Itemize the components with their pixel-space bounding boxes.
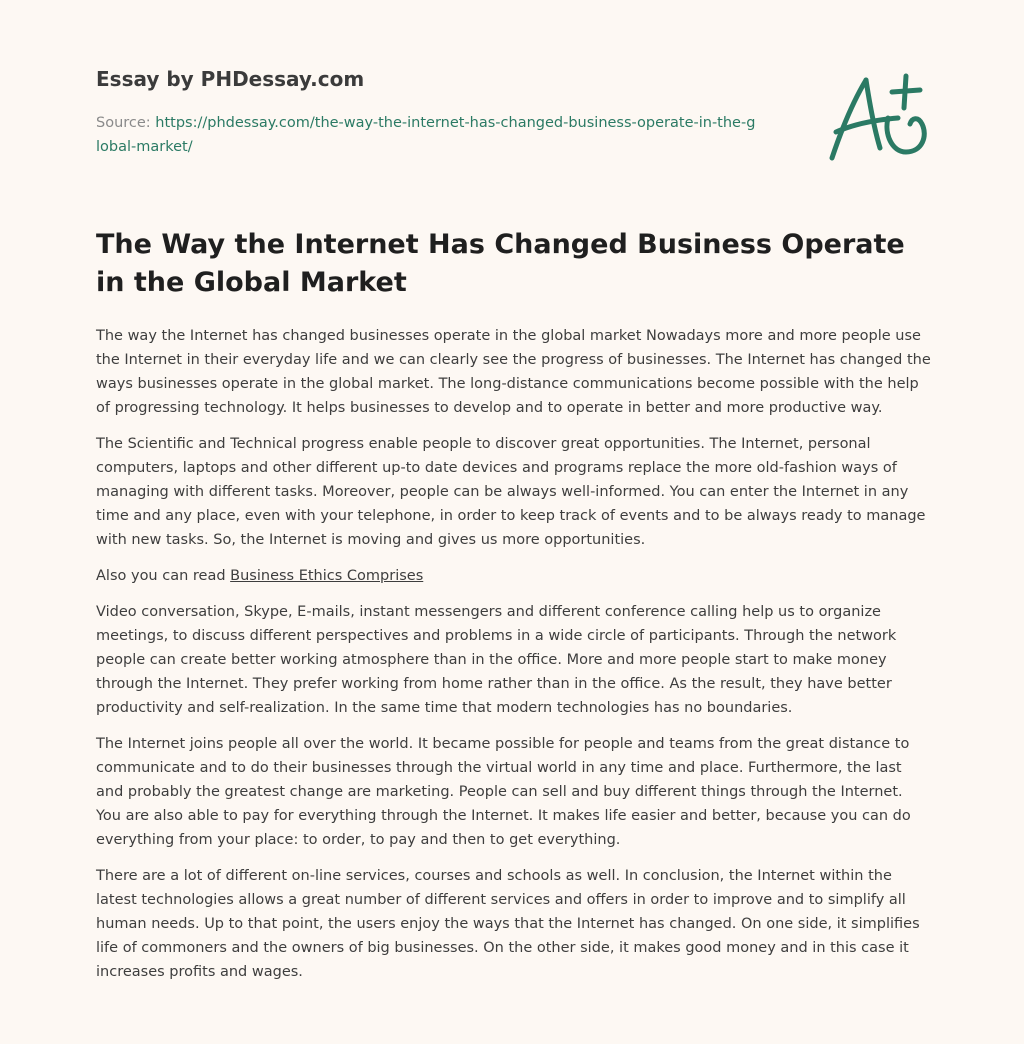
also-read-link[interactable]: Business Ethics Comprises: [230, 568, 424, 584]
also-read-line: [96, 564, 932, 588]
article-paragraph: The way the Internet has changed businesses operate in the global market Nowadays more and more people use the Internet in their everyday life and we can clearly see the progress of businesses. The Internet has changed the ways businesses operate in the global market. The long-distance communications become possible with the help of progressing technology. It helps businesses to develop and to operate in better and more productive way.: [96, 328, 931, 416]
also-read-label: Also you can read: [96, 568, 231, 584]
article-paragraph: The Scientific and Technical progress enable people to discover great opportunities. The Internet, personal computers, laptops and other different up-to date devices and programs replace the more old-fashion ways of managing with different tasks. Moreover, people can be always well-informed. You can enter the Internet in any time and any place, even with your telephone, in order to keep track of events and to be always ready to manage with new tasks. So, the Internet is moving and gives us more opportunities.: [96, 436, 926, 548]
article-body: [96, 324, 932, 996]
site-brand: Essay by PHDessay.com: [96, 67, 365, 91]
article-title: The Way the Internet Has Changed Business Operate in the Global Market: [96, 229, 905, 298]
source-line: [96, 111, 756, 159]
article-paragraph: There are a lot of different on-line services, courses and schools as well. In conclusion, the Internet within the latest technologies allows a great number of different services and offers in order to improve and to simplify all human needs. Up to that point, the users enjoy the ways that the Internet has changed. On one side, it simplifies life of commoners and the owners of big businesses. On the other side, it makes good money and in this case it increases profits and wages.: [96, 868, 920, 980]
article-paragraph: The Internet joins people all over the world. It became possible for people and teams from the great distance to communicate and to do their businesses through the virtual world in any time and place. Furthermore, the last and probably the greatest change are marketing. People can sell and buy different things through the Internet. You are also able to pay for everything through the Internet. It makes life easier and better, because you can do everything from your place: to order, to pay and then to get everything.: [96, 736, 911, 848]
a-plus-grade-icon: [828, 66, 932, 166]
article-paragraph: Video conversation, Skype, E-mails, instant messengers and different conference calling help us to organize meetings, to discuss different perspectives and problems in a wide circle of participants. Through the network people can create better working atmosphere than in the office. More and more people start to make money through the Internet. They prefer working from home rather than in the office. As the result, they have better productivity and self-realization. In the same time that modern technologies has no boundaries.: [96, 604, 897, 716]
source-label: Source:: [96, 115, 156, 131]
source-link[interactable]: https://phdessay.com/the-way-the-internet-has-changed-business-operate-in-the-global-market/: [96, 115, 756, 155]
